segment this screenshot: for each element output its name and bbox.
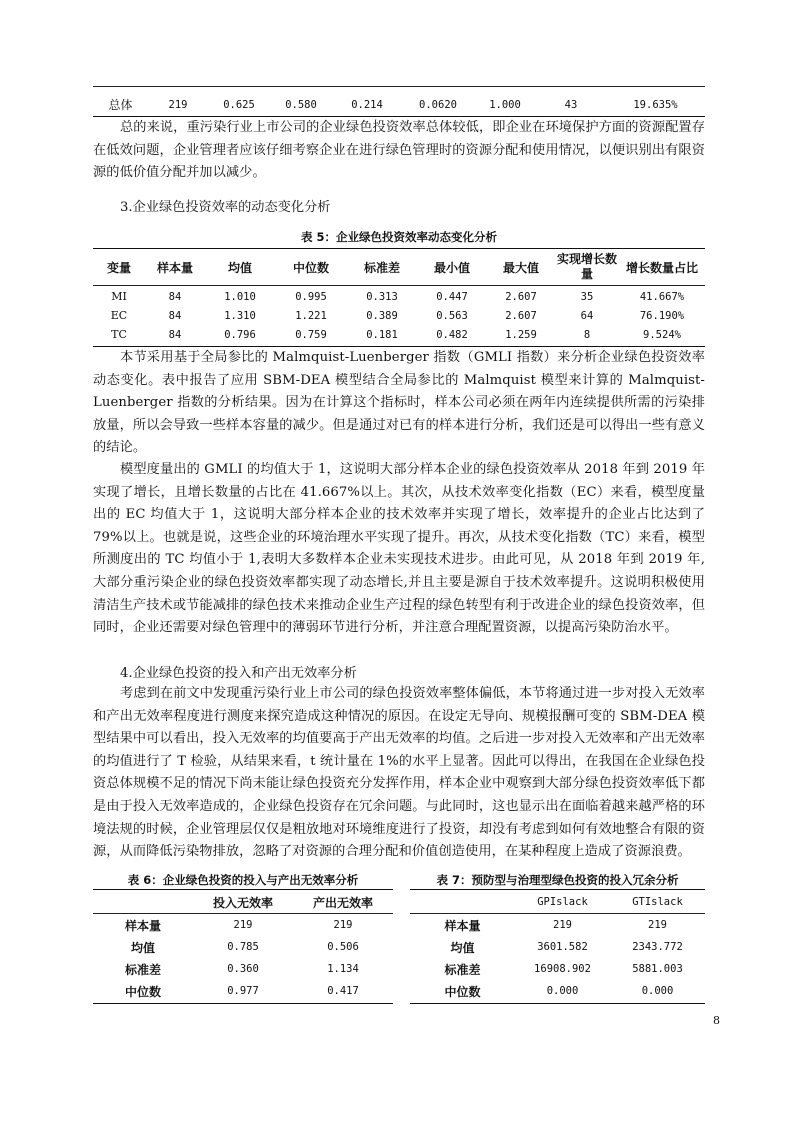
table-cell: 8 — [583, 328, 591, 341]
table5-header: 均值 — [227, 260, 252, 275]
table-cell: 5881.003 — [632, 963, 683, 975]
table-cell: 1.259 — [505, 328, 537, 341]
table5-caption: 表 5：企业绿色投资效率动态变化分析 — [300, 230, 497, 244]
table-cell: 0.796 — [224, 328, 256, 341]
table-row — [93, 287, 705, 306]
table6-rule-top — [93, 889, 393, 890]
table7-header-row — [410, 891, 705, 913]
table6-rule-bottom — [93, 1003, 393, 1004]
table-cell: 均值 — [130, 940, 155, 955]
table-cell: 2.607 — [505, 309, 537, 322]
table-cell: 0.977 — [227, 985, 259, 997]
table5 — [93, 250, 705, 284]
table-cell: 0.625 — [223, 98, 255, 111]
table-cell: 41.667% — [639, 290, 685, 303]
table5-rule-mid — [93, 285, 705, 286]
table6-header: 产出无效率 — [312, 895, 373, 910]
table-cell: 总体 — [108, 98, 133, 112]
table5-header: 样本量 — [156, 260, 193, 275]
table-cell: 219 — [233, 919, 253, 931]
table6-caption: 表 6：企业绿色投资的投入与产出无效率分析 — [127, 873, 359, 887]
table-cell: 0.580 — [285, 98, 317, 111]
table-cell: 均值 — [450, 940, 475, 955]
table6-body — [93, 914, 393, 1002]
table-cell: EC — [110, 309, 128, 322]
table-cell: 64 — [580, 309, 594, 322]
top-table — [93, 96, 705, 113]
table7 — [410, 891, 705, 913]
table-row — [410, 958, 705, 980]
table-cell: 43 — [564, 98, 578, 111]
table-cell: 84 — [168, 290, 182, 303]
table-cell: 219 — [168, 98, 188, 111]
table-cell: 0.000 — [546, 985, 579, 997]
table-cell: 中位数 — [444, 984, 481, 999]
table-cell: MI — [111, 290, 127, 303]
table5-header: 最小值 — [433, 260, 470, 275]
table-row — [410, 980, 705, 1002]
table5-rule-top — [93, 248, 705, 249]
table-cell: 0.389 — [366, 309, 398, 322]
table5-header: 中位数 — [292, 260, 329, 275]
table-cell: 3601.582 — [537, 941, 588, 953]
table7-rule-top — [410, 889, 705, 890]
table6 — [93, 891, 393, 913]
table-cell: 0.447 — [436, 290, 468, 303]
table-cell: 0.563 — [436, 309, 468, 322]
table-cell: 0.417 — [327, 985, 359, 997]
table-row — [93, 980, 393, 1002]
table6-header-row — [93, 891, 393, 913]
table-cell: 样本量 — [124, 918, 161, 933]
table-row — [410, 936, 705, 958]
table-cell: TC — [111, 328, 127, 341]
table-row — [93, 958, 393, 980]
table-cell: 84 — [168, 309, 182, 322]
table7-header: GTIslack — [632, 896, 683, 908]
table5-header-row — [93, 250, 705, 284]
table-cell: 0.000 — [641, 985, 674, 997]
table-cell: 0.759 — [295, 328, 327, 341]
table-cell: 76.190% — [639, 309, 685, 322]
paragraph-gmli-method: 本节采用基于全局参比的 Malmquist-Luenberger 指数（GMLI 指数）来分析企业绿色投资效率动态变化。表中报告了应用 SBM-DEA 模型结合全局参比的 Malmquist 模型来计算的 Malmquist-Luenberger 指数的分析结果。因为在计算这个指标时，样本公司必须在两年内连续提供所需的污染排放量，所以会导致一些样本容量的减少。但是通过对已有的样本进行分析，我们还是可以得出一些有意义的结论。 — [93, 350, 705, 456]
paragraph-gmli-results: 模型度量出的 GMLI 的均值大于 1，这说明大部分样本企业的绿色投资效率从 2018 年到 2019 年实现了增长，且增长数量的占比在 41.667%以上。其次，从技术效率变化指数（EC）来看，模型度量出的 EC 均值大于 1，这说明大部分样本企业的技术效率并实现了增长，效率提升的企业占比达到了 79%以上。也就是说，这些企业的环境治理水平实现了提升。再次，从技术变化指数（TC）来看，模型所测度出的 TC 均值小于 1,表明大多数样本企业未实现技术进步。由此可见，从 2018 年到 2019 年,大部分重污染企业的绿色投资效率都实现了动态增长,并且主要是源自于技术效率提升。这说明积极使用清洁生产技术或节能减排的绿色技术来推动企业生产过程的绿色转型有利于改进企业的绿色投资效率，但同时，企业还需要对绿色管理中的薄弱环节进行分析，并注意合理配置资源，以提高污染防治水平。 — [93, 462, 705, 636]
top-table-rule-top — [93, 86, 705, 87]
table-cell: 19.635% — [633, 98, 678, 111]
table5-header: 实现增长数量 — [556, 252, 617, 281]
table-cell: 219 — [648, 919, 667, 931]
table-cell: 1.221 — [295, 309, 327, 322]
table-row — [93, 936, 393, 958]
paragraph-conclusion: 总的来说，重污染行业上市公司的企业绿色投资效率总体较低，即企业在环境保护方面的资源配置存在低效问题，企业管理者应该仔细考察企业在进行绿色管理时的资源分配和使用情况，以便识别出有限资源的低价值分配并加以减少。 — [93, 120, 705, 181]
table-cell: 35 — [580, 290, 594, 303]
table-cell: 2.607 — [505, 290, 537, 303]
table-cell: 1.134 — [327, 963, 359, 975]
table7-rule-bottom — [410, 1003, 705, 1004]
table5-header: 标准差 — [363, 260, 400, 275]
table7-caption: 表 7：预防型与治理型绿色投资的投入冗余分析 — [436, 873, 679, 887]
table7-header — [410, 891, 515, 913]
table-cell: 标准差 — [444, 962, 481, 977]
section-title-3: 3.企业绿色投资效率的动态变化分析 — [120, 200, 331, 215]
table-row — [93, 914, 393, 936]
table6-header: 投入无效率 — [212, 895, 273, 910]
table-cell: 219 — [553, 919, 572, 931]
table-cell: 1.310 — [224, 309, 256, 322]
table-row — [410, 914, 705, 936]
paragraph-inefficiency: 考虑到在前文中发现重污染行业上市公司的绿色投资效率整体偏低，本节将通过进一步对投入无效率和产出无效率程度进行测度来探究造成这种情况的原因。在设定无导向、规模报酬可变的 SBM-DEA 模型结果中可以看出，投入无效率的均值要高于产出无效率的均值。之后进一步对投入无效率和产出无效率的均值进行了 T 检验，从结果来看，t 统计量在 1%的水平上显著。因此可以得出，在我国在企业绿色投资总体规模不足的情况下尚未能让绿色投资充分发挥作用，样本企业中观察到大部分绿色投资效率低下都是由于投入无效率造成的，企业绿色投资存在冗余问题。与此同时，这也显示出在面临着越来越严格的环境法规的时候，企业管理层仅仅是粗放地对环境维度进行了投资，却没有考虑到如何有效地整合有限的资源，从而降低污染物排放，忽略了对资源的合理分配和价值创造使用，在某种程度上造成了资源浪费。 — [93, 686, 705, 860]
table5-body — [93, 287, 705, 344]
table5-header: 变量 — [106, 260, 131, 275]
table-cell: 1.000 — [489, 98, 521, 111]
table-cell: 0.506 — [327, 941, 359, 953]
table-cell: 样本量 — [444, 918, 481, 933]
page-number: 8 — [713, 1014, 720, 1027]
table-row — [93, 325, 705, 344]
table-cell: 0.181 — [366, 328, 398, 341]
table-cell: 0.995 — [295, 290, 327, 303]
table-cell: 0.482 — [436, 328, 468, 341]
table6-header — [93, 891, 193, 913]
table-cell: 9.524% — [643, 328, 681, 341]
table-cell: 2343.772 — [632, 941, 683, 953]
table-cell: 0.313 — [366, 290, 398, 303]
table-row — [93, 306, 705, 325]
table-cell: 219 — [333, 919, 353, 931]
table-cell: 84 — [168, 328, 182, 341]
table-cell: 中位数 — [124, 984, 161, 999]
table-cell: 1.010 — [224, 290, 256, 303]
table5-header: 最大值 — [502, 260, 539, 275]
table7-body — [410, 914, 705, 1002]
table-cell: 16908.902 — [534, 963, 591, 975]
table5-header: 增长数量占比 — [625, 260, 698, 275]
table-cell: 标准差 — [124, 962, 161, 977]
table-cell: 0.360 — [227, 963, 259, 975]
table7-header: GPIslack — [537, 896, 588, 908]
section-title-4: 4.企业绿色投资的投入和产出无效率分析 — [120, 666, 357, 681]
table-cell: 0.0620 — [419, 98, 457, 111]
table-row — [93, 96, 705, 113]
table-cell: 0.785 — [227, 941, 259, 953]
table-cell: 0.214 — [351, 98, 383, 111]
